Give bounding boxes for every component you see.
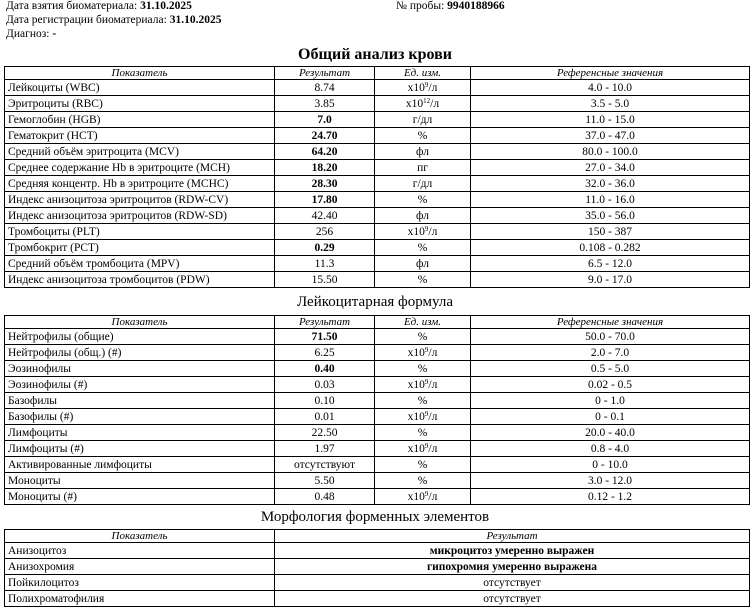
indicator-name: Моноциты: [5, 473, 275, 489]
reference-range: 0.12 - 1.2: [471, 489, 750, 505]
table-row: [5, 112, 750, 128]
table-row: [5, 329, 750, 345]
col-reference: Референсные значения: [471, 316, 750, 329]
date-registered-value: 31.10.2025: [169, 14, 222, 26]
unit-cell: [375, 224, 471, 240]
unit-exponent: 9: [424, 409, 429, 418]
unit-cell: [375, 272, 471, 288]
sample-number: 9940188966: [447, 0, 505, 12]
unit-cell: [375, 393, 471, 409]
date-taken-value: 31.10.2025: [140, 0, 192, 12]
reference-range: 35.0 - 56.0: [471, 208, 750, 224]
result-value: 6.25: [275, 345, 375, 361]
unit-text: x10: [407, 346, 425, 359]
unit-exponent: 9: [424, 224, 429, 233]
table-row: [5, 224, 750, 240]
date-registered-line: [6, 14, 221, 27]
col-reference: Референсные значения: [471, 67, 750, 80]
result-value: отсутствует: [275, 575, 750, 591]
result-value: 11.3: [275, 256, 375, 272]
indicator-name: Лимфоциты: [5, 425, 275, 441]
reference-range: 2.0 - 7.0: [471, 345, 750, 361]
cbc-title: Общий анализ крови: [298, 46, 452, 63]
indicator-name: Индекс анизоцитоза тромбоцитов (PDW): [5, 272, 275, 288]
unit-text: г/дл: [412, 177, 433, 190]
date-registered-label: Дата регистрации биоматериала:: [6, 14, 167, 26]
reference-range: 6.5 - 12.0: [471, 256, 750, 272]
morph-title: Морфология форменных элементов: [260, 509, 490, 525]
reference-range: 50.0 - 70.0: [471, 329, 750, 345]
unit-cell: [375, 128, 471, 144]
table-row: [5, 345, 750, 361]
indicator-name: Нейтрофилы (общие): [5, 329, 275, 345]
sample-label: № пробы:: [396, 0, 445, 12]
cbc-header-row: [5, 67, 750, 80]
reference-range: 4.0 - 10.0: [471, 80, 750, 96]
indicator-name: Средний объём тромбоцита (MPV): [5, 256, 275, 272]
table-row: [5, 96, 750, 112]
indicator-name: Тромбоциты (PLT): [5, 224, 275, 240]
morph-table: [4, 529, 750, 607]
result-value: 71.50: [275, 329, 375, 345]
indicator-name: Активированные лимфоциты: [5, 457, 275, 473]
table-row: [5, 256, 750, 272]
unit-exponent: 9: [424, 489, 429, 498]
unit-tail: /л: [428, 81, 438, 94]
diagnosis-label: Диагноз:: [6, 28, 50, 40]
table-row: [5, 473, 750, 489]
unit-cell: [375, 457, 471, 473]
result-value: 0.01: [275, 409, 375, 425]
result-value: 15.50: [275, 272, 375, 288]
result-value: 64.20: [275, 144, 375, 160]
unit-exponent: 9: [424, 441, 429, 450]
reference-range: 27.0 - 34.0: [471, 160, 750, 176]
result-value: 28.30: [275, 176, 375, 192]
unit-text: x10: [407, 490, 425, 503]
wbc-diff-header-row: [5, 316, 750, 329]
unit-text: %: [417, 362, 428, 375]
reference-range: 20.0 - 40.0: [471, 425, 750, 441]
unit-cell: [375, 144, 471, 160]
table-row: [5, 361, 750, 377]
unit-tail: /л: [428, 378, 438, 391]
reference-range: 3.5 - 5.0: [471, 96, 750, 112]
indicator-name: Анизохромия: [5, 559, 275, 575]
table-row: [5, 240, 750, 256]
indicator-name: Индекс анизоцитоза эритроцитов (RDW-SD): [5, 208, 275, 224]
indicator-name: Пойкилоцитоз: [5, 575, 275, 591]
result-value: 5.50: [275, 473, 375, 489]
unit-text: г/дл: [412, 113, 433, 126]
indicator-name: Эритроциты (RBC): [5, 96, 275, 112]
result-value: 8.74: [275, 80, 375, 96]
col-unit: Ед. изм.: [375, 316, 471, 329]
unit-cell: [375, 208, 471, 224]
col-indicator: Показатель: [5, 67, 275, 80]
col-result: Результат: [275, 316, 375, 329]
unit-tail: /л: [428, 442, 438, 455]
unit-cell: [375, 176, 471, 192]
date-taken-label: Дата взятия биоматериала:: [6, 0, 138, 12]
result-value: отсутствуют: [275, 457, 375, 473]
indicator-name: Гемоглобин (HGB): [5, 112, 275, 128]
unit-text: фл: [416, 145, 429, 158]
unit-cell: [375, 256, 471, 272]
result-value: 18.20: [275, 160, 375, 176]
result-value: 42.40: [275, 208, 375, 224]
unit-cell: [375, 96, 471, 112]
unit-cell: [375, 441, 471, 457]
reference-range: 9.0 - 17.0: [471, 272, 750, 288]
indicator-name: Моноциты (#): [5, 489, 275, 505]
table-row: [5, 393, 750, 409]
unit-tail: /л: [428, 225, 438, 238]
table-row: [5, 176, 750, 192]
table-row: [5, 160, 750, 176]
table-row: [5, 457, 750, 473]
unit-text: x10: [405, 97, 424, 110]
diagnosis-line: [6, 28, 56, 41]
unit-text: %: [417, 458, 428, 471]
unit-cell: [375, 361, 471, 377]
unit-cell: [375, 377, 471, 393]
reference-range: 32.0 - 36.0: [471, 176, 750, 192]
indicator-name: Среднее содержание Hb в эритроците (MCH): [5, 160, 275, 176]
result-value: 7.0: [275, 112, 375, 128]
unit-text: x10: [407, 410, 425, 423]
unit-cell: [375, 112, 471, 128]
result-value: 0.48: [275, 489, 375, 505]
sample-line: [396, 0, 505, 13]
table-row: [5, 543, 750, 559]
result-value: 0.29: [275, 240, 375, 256]
table-row: [5, 575, 750, 591]
result-value: 256: [275, 224, 375, 240]
table-row: [5, 208, 750, 224]
reference-range: 0 - 0.1: [471, 409, 750, 425]
unit-cell: [375, 473, 471, 489]
wbc-diff-table: [4, 315, 750, 505]
unit-cell: [375, 425, 471, 441]
unit-cell: [375, 80, 471, 96]
col-unit: Ед. изм.: [375, 67, 471, 80]
reference-range: 0 - 1.0: [471, 393, 750, 409]
unit-cell: [375, 192, 471, 208]
table-row: [5, 80, 750, 96]
reference-range: 0.108 - 0.282: [471, 240, 750, 256]
indicator-name: Индекс анизоцитоза эритроцитов (RDW-CV): [5, 192, 275, 208]
table-row: [5, 559, 750, 575]
indicator-name: Средний объём эритроцита (MCV): [5, 144, 275, 160]
reference-range: 37.0 - 47.0: [471, 128, 750, 144]
unit-text: фл: [416, 257, 429, 270]
unit-text: %: [417, 129, 428, 142]
unit-cell: [375, 329, 471, 345]
reference-range: 0 - 10.0: [471, 457, 750, 473]
unit-text: %: [417, 330, 428, 343]
wbc-diff-title: Лейкоцитарная формула: [296, 294, 454, 310]
table-row: [5, 441, 750, 457]
reference-range: 150 - 387: [471, 224, 750, 240]
table-row: [5, 192, 750, 208]
result-value: гипохромия умеренно выражена: [275, 559, 750, 575]
reference-range: 0.8 - 4.0: [471, 441, 750, 457]
table-row: [5, 425, 750, 441]
indicator-name: Эозинофилы: [5, 361, 275, 377]
result-value: 0.40: [275, 361, 375, 377]
indicator-name: Гематокрит (HCT): [5, 128, 275, 144]
indicator-name: Базофилы: [5, 393, 275, 409]
indicator-name: Нейтрофилы (общ.) (#): [5, 345, 275, 361]
unit-tail: /л: [428, 490, 438, 503]
unit-text: пг: [417, 161, 428, 174]
col-indicator: Показатель: [5, 530, 275, 543]
result-value: 17.80: [275, 192, 375, 208]
unit-exponent: 9: [424, 345, 429, 354]
reference-range: 0.5 - 5.0: [471, 361, 750, 377]
indicator-name: Тромбокрит (PCT): [5, 240, 275, 256]
unit-cell: [375, 240, 471, 256]
unit-text: %: [417, 474, 428, 487]
result-value: 24.70: [275, 128, 375, 144]
unit-text: x10: [407, 378, 425, 391]
unit-tail: /л: [430, 97, 440, 110]
table-row: [5, 489, 750, 505]
morph-header-row: [5, 530, 750, 543]
indicator-name: Полихроматофилия: [5, 591, 275, 607]
result-value: 0.03: [275, 377, 375, 393]
unit-text: x10: [407, 442, 425, 455]
table-row: [5, 144, 750, 160]
unit-cell: [375, 160, 471, 176]
table-row: [5, 272, 750, 288]
unit-text: x10: [407, 81, 425, 94]
reference-range: 11.0 - 16.0: [471, 192, 750, 208]
result-value: 22.50: [275, 425, 375, 441]
col-indicator: Показатель: [5, 316, 275, 329]
table-row: [5, 591, 750, 607]
unit-text: %: [417, 241, 428, 254]
result-value: микроцитоз умеренно выражен: [275, 543, 750, 559]
indicator-name: Средняя концентр. Hb в эритроците (MCHC): [5, 176, 275, 192]
indicator-name: Базофилы (#): [5, 409, 275, 425]
col-result: Результат: [275, 530, 750, 543]
cbc-table: [4, 66, 750, 288]
result-value: 0.10: [275, 393, 375, 409]
unit-cell: [375, 345, 471, 361]
unit-cell: [375, 409, 471, 425]
indicator-name: Лейкоциты (WBC): [5, 80, 275, 96]
indicator-name: Лимфоциты (#): [5, 441, 275, 457]
col-result: Результат: [275, 67, 375, 80]
table-row: [5, 128, 750, 144]
indicator-name: Анизоцитоз: [5, 543, 275, 559]
unit-exponent: 9: [424, 377, 429, 386]
reference-range: 3.0 - 12.0: [471, 473, 750, 489]
table-row: [5, 409, 750, 425]
unit-text: %: [417, 193, 428, 206]
unit-cell: [375, 489, 471, 505]
unit-text: %: [417, 426, 428, 439]
result-value: 1.97: [275, 441, 375, 457]
diagnosis-value: -: [52, 28, 57, 40]
date-taken-line: [6, 0, 192, 13]
unit-tail: /л: [428, 346, 438, 359]
result-value: 3.85: [275, 96, 375, 112]
table-row: [5, 377, 750, 393]
unit-text: x10: [407, 225, 425, 238]
unit-text: %: [417, 394, 428, 407]
reference-range: 0.02 - 0.5: [471, 377, 750, 393]
indicator-name: Эозинофилы (#): [5, 377, 275, 393]
unit-exponent: 9: [424, 80, 429, 89]
unit-exponent: 12: [423, 96, 431, 105]
result-value: отсутствует: [275, 591, 750, 607]
unit-tail: /л: [428, 410, 438, 423]
reference-range: 11.0 - 15.0: [471, 112, 750, 128]
unit-text: фл: [416, 209, 429, 222]
unit-text: %: [417, 273, 428, 286]
reference-range: 80.0 - 100.0: [471, 144, 750, 160]
